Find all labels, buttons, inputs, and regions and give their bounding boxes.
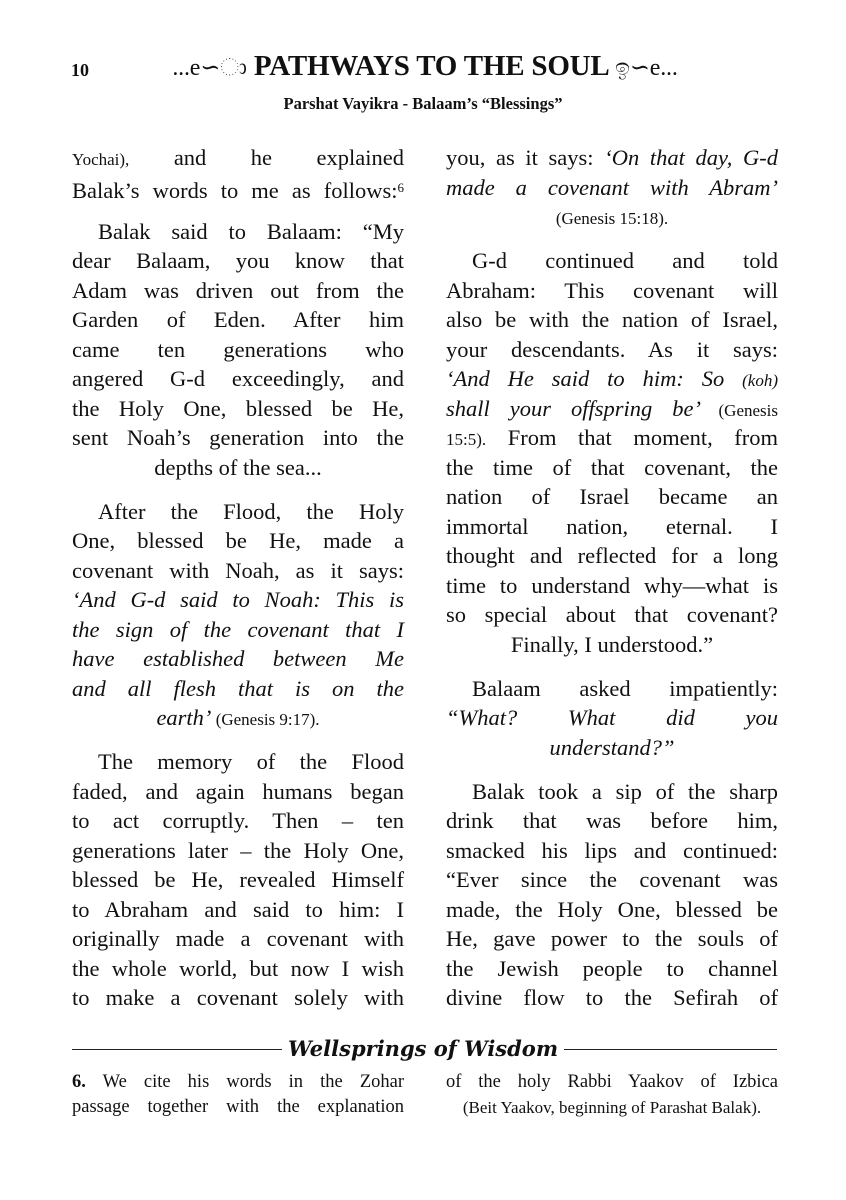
text-segment: and he explained [129,145,404,170]
text-segment: (Beit Yaakov, beginning of Parashat Balak). [462,1098,762,1117]
text-line [446,246,778,276]
text-segment: of the holy Rabbi Yaakov of Izbica [446,1072,778,1092]
text-segment: the time of that covenant, the [446,454,778,480]
text-line [446,394,778,424]
text-line [72,983,404,1013]
text-segment: so special about that covenant? [446,602,778,627]
text-segment: generations later – the Holy One, [72,837,404,863]
text-line [446,1095,778,1120]
text-line [446,895,778,925]
footnote-marker: 6 [397,179,404,195]
text-line [72,526,404,556]
text-segment: passage together with the explanation [72,1097,404,1117]
text-line [72,453,404,483]
paragraph [446,674,778,763]
right-column [446,143,778,1027]
footnote-heading [0,1036,846,1061]
footnote-heading-text: Wellsprings of Wisdom [282,1036,564,1061]
text-segment: thought and reflected for a long [446,543,778,568]
text-segment: to Abraham and said to him: I [72,896,404,922]
text-segment: Garden of Eden. After him [72,307,404,332]
text-segment: the Jewish people to channel [446,955,778,981]
chapter-subtitle: Parshat Vayikra - Balaam’s “Blessings” [283,94,563,113]
running-title [130,50,720,83]
text-line [72,217,404,247]
text-line [72,394,404,424]
text-line [446,482,778,512]
text-segment: “What? What did you [446,705,778,730]
paragraph [72,217,404,483]
text-line [446,777,778,807]
text-segment: ‘And He said to him: So [446,366,743,391]
text-segment: (Genesis 9:17). [211,710,320,729]
text-segment: and all flesh that is on the [72,675,404,701]
text-segment: nation of Israel became an [446,484,778,509]
text-segment: faded, and again humans began [72,778,404,804]
text-segment: ‘And G-d said to Noah: This is [72,587,404,612]
text-line [446,571,778,601]
text-segment: smacked his lips and continued: [446,837,778,863]
text-segment: have established between Me [72,646,404,671]
text-segment: From that moment, from [486,425,778,450]
text-line [446,865,778,895]
text-segment: depths of the sea... [154,454,322,480]
text-line [446,173,778,203]
text-line [72,924,404,954]
text-segment: also be with the nation of Israel, [446,307,778,332]
text-segment: ‘On that day, G-d [604,145,778,170]
text-segment: made a covenant with Abram’ [446,174,778,200]
text-segment: time to understand why—what is [446,572,778,598]
text-segment: the sign of the covenant that I [72,616,404,642]
text-segment: shall your offspring be’ [446,395,719,421]
text-line [72,556,404,586]
text-segment: Balak took a sip of the sharp [472,778,778,804]
text-line [446,983,778,1013]
text-line [446,335,778,365]
text-segment: Yochai), [72,150,130,169]
text-segment: 15:5). [446,430,487,449]
text-segment: earth’ [156,705,212,730]
footnote-right [446,1070,778,1120]
text-segment: We cite his words in the Zohar [85,1072,404,1092]
text-line [72,644,404,674]
text-segment: to make a covenant solely with [72,985,404,1010]
text-line [446,703,778,733]
text-segment: One, blessed be He, made a [72,528,404,553]
text-segment: (Genesis [718,400,778,420]
text-line [446,924,778,954]
text-segment: covenant with Noah, as it says: [72,557,404,583]
text-line [72,615,404,645]
text-line [446,423,778,453]
text-line [72,335,404,365]
text-segment: Balak said to Balaam: “My [98,218,404,244]
text-line [72,895,404,925]
book-title: PATHWAYS TO THE SOUL [253,50,608,82]
text-segment: drink that was before him, [446,808,778,833]
text-line [446,954,778,984]
text-line [446,453,778,483]
text-segment: Adam was driven out from the [72,277,404,303]
text-segment: blessed be He, revealed Himself [72,867,404,892]
text-segment: G-d continued and told [472,248,778,273]
text-line [72,954,404,984]
text-segment: sent Noah’s generation into the [72,425,404,450]
text-line [72,777,404,807]
text-line [72,423,404,453]
text-segment: immortal nation, eternal. I [446,513,778,539]
footnote-left [72,1070,404,1120]
text-segment: (koh) [742,371,778,390]
text-line [72,865,404,895]
paragraph [72,497,404,733]
text-line [72,497,404,527]
text-line [72,364,404,394]
text-line [446,836,778,866]
paragraph [446,246,778,659]
paragraph [446,143,778,232]
text-line [446,1070,778,1095]
text-line [72,276,404,306]
text-line [72,836,404,866]
text-line [72,703,404,733]
text-segment: Finally, I understood.” [510,631,714,657]
text-segment: Balaam asked impatiently: [472,675,778,701]
text-segment: the whole world, but now I wish [72,955,404,981]
text-line [72,1095,404,1120]
text-segment: your descendants. As it says: [446,336,778,362]
ornament-left-icon: ...e∽ා [172,55,247,81]
text-segment: Abraham: This covenant will [446,277,778,303]
ornament-right-icon: ඉ∽e... [615,55,678,81]
left-column [72,143,404,1027]
text-segment: the Holy One, blessed be He, [72,395,404,421]
text-line [446,541,778,571]
text-line [446,674,778,704]
text-line [72,806,404,836]
text-line [72,1070,404,1095]
text-line [446,806,778,836]
text-line [72,585,404,615]
text-line [446,600,778,630]
text-line [446,276,778,306]
text-line [72,674,404,704]
text-segment: After the Flood, the Holy [98,498,404,524]
text-segment: understand?” [549,734,675,760]
text-line [72,173,404,203]
text-line [446,364,778,394]
text-line [72,143,404,173]
text-segment: He, gave power to the souls of [446,926,778,951]
text-line [446,202,778,232]
text-line [446,630,778,660]
text-line [446,512,778,542]
text-segment: The memory of the Flood [98,749,404,774]
paragraph [72,143,404,202]
text-segment: came ten generations who [72,336,404,362]
text-segment: angered G-d exceedingly, and [72,366,404,391]
text-segment: (Genesis 15:18). [555,209,669,228]
text-segment: originally made a covenant with [72,926,404,951]
text-segment: you, as it says: [446,145,605,170]
text-segment: 6. [72,1072,86,1092]
text-segment: Balak’s words to me as follows: [72,177,398,203]
text-segment: to act corruptly. Then – ten [72,808,404,833]
text-segment: dear Balaam, you know that [72,248,404,273]
text-line [72,747,404,777]
text-line [446,143,778,173]
text-line [446,733,778,763]
page-number: 10 [71,60,89,80]
paragraph [72,747,404,1013]
paragraph [446,777,778,1013]
text-line [446,305,778,335]
text-line [72,305,404,335]
text-segment: made, the Holy One, blessed be [446,896,778,922]
text-segment: divine flow to the Sefirah of [446,985,778,1010]
text-line [72,246,404,276]
text-segment: “Ever since the covenant was [446,867,778,892]
